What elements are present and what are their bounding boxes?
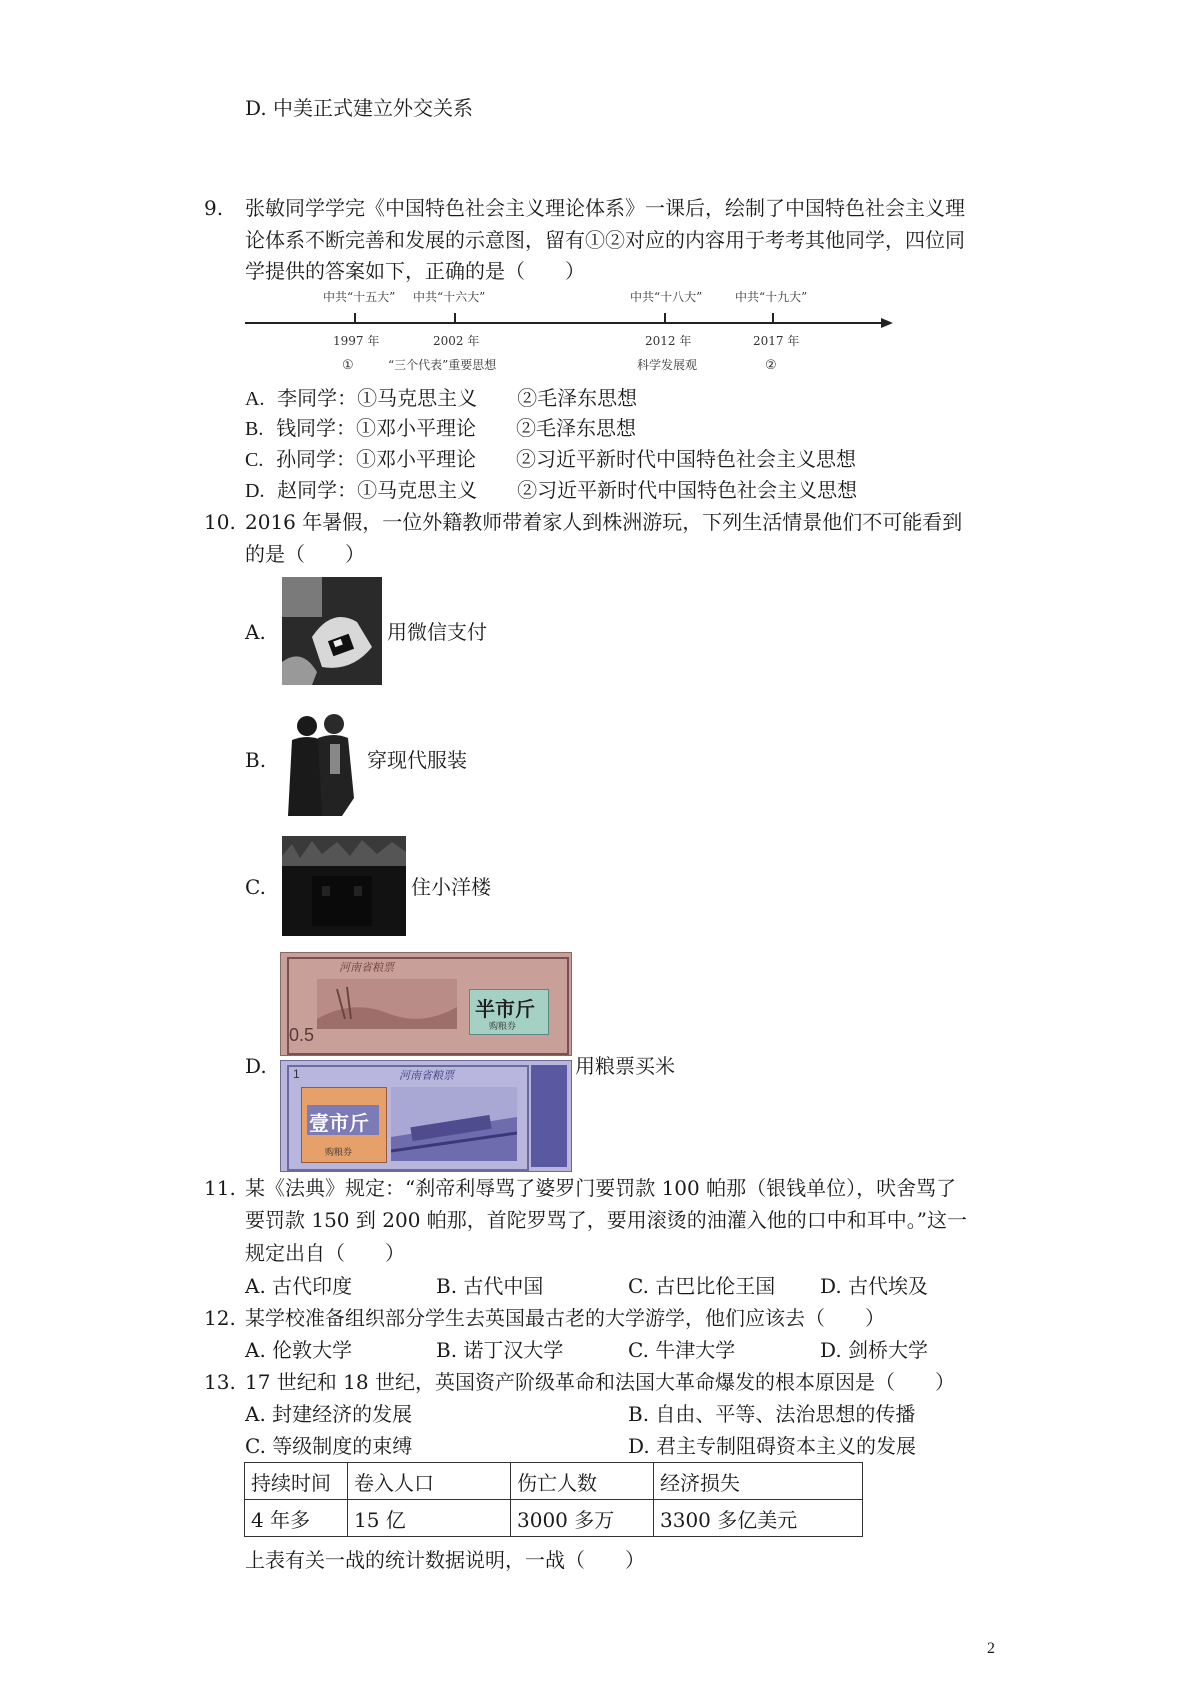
table-cell: 3000 多万	[511, 1500, 654, 1537]
q11-option-c: C. 古巴比伦王国	[628, 1274, 776, 1298]
q11-stem-line-1: 某《法典》规定：“刹帝利辱骂了婆罗门要罚款 100 帕那（银钱单位），吠舍骂了	[245, 1176, 957, 1200]
q10-option-a-label: A.	[245, 620, 266, 644]
q12-option-b: B. 诺丁汉大学	[436, 1338, 564, 1362]
year-2017: 2017 年	[753, 334, 800, 348]
content-three-represents: “三个代表”重要思想	[388, 358, 497, 372]
wechat-pay-photo	[282, 577, 382, 685]
q10-option-d-label: D.	[245, 1054, 267, 1078]
q12-option-d: D. 剑桥大学	[820, 1338, 929, 1362]
ticket-bottom-value: 壹市斤	[309, 1111, 369, 1135]
q12-number: 12.	[204, 1306, 236, 1330]
table-cell: 15 亿	[348, 1500, 511, 1537]
q12-option-a: A. 伦敦大学	[245, 1338, 353, 1362]
table-header-row	[245, 1463, 863, 1500]
ww1-statistics-table	[244, 1462, 863, 1537]
q10-option-c-label: C.	[245, 875, 266, 899]
q9-number: 9.	[204, 196, 224, 220]
congress-16: 中共“十六大”	[413, 290, 486, 304]
page-number: 2	[987, 1640, 995, 1657]
q9-option-c: C. 孙同学：①邓小平理论 ②习近平新时代中国特色社会主义思想	[245, 447, 857, 471]
table-header-cell: 伤亡人数	[511, 1463, 654, 1500]
congress-19: 中共“十九大”	[735, 290, 808, 304]
ticket-top-header: 河南省粮票	[339, 961, 394, 974]
table-header-cell: 经济损失	[654, 1463, 863, 1500]
q9-stem-line-1: 张敏同学学完《中国特色社会主义理论体系》一课后，绘制了中国特色社会主义理	[245, 196, 965, 220]
ticket-top-corner: 0.5	[289, 1025, 315, 1045]
year-2012: 2012 年	[645, 334, 692, 348]
table-cell: 4 年多	[245, 1500, 348, 1537]
q10-stem-line-2: 的是（ ）	[245, 542, 365, 566]
q11-option-a: A. 古代印度	[245, 1274, 353, 1298]
q10-option-a-text: 用微信支付	[387, 620, 487, 644]
year-1997: 1997 年	[333, 334, 380, 348]
ticket-bottom-header: 河南省粮票	[399, 1069, 454, 1082]
table-header-cell: 持续时间	[245, 1463, 348, 1500]
q14-question: 上表有关一战的统计数据说明，一战（ ）	[245, 1548, 645, 1572]
q13-option-c: C. 等级制度的束缚	[245, 1434, 413, 1458]
ticket-bottom-corner: 1	[293, 1067, 300, 1081]
q12-stem: 某学校准备组织部分学生去英国最古老的大学游学，他们应该去（ ）	[245, 1306, 885, 1330]
q12-option-c: C. 牛津大学	[628, 1338, 736, 1362]
ticket-top-value: 半市斤	[475, 997, 535, 1021]
grain-ticket-half-jin	[280, 952, 572, 1056]
content-slot-1: ①	[342, 358, 354, 373]
q13-number: 13.	[204, 1370, 236, 1394]
grain-ticket-one-jin	[280, 1060, 572, 1172]
table-header-cell: 卷入人口	[348, 1463, 511, 1500]
q11-option-d: D. 古代埃及	[820, 1274, 929, 1298]
q10-stem-line-1: 2016 年暑假，一位外籍教师带着家人到株洲游玩，下列生活情景他们不可能看到	[245, 510, 963, 534]
q9-option-b: B. 钱同学：①邓小平理论 ②毛泽东思想	[245, 416, 637, 440]
q9-stem-line-2: 论体系不断完善和发展的示意图，留有①②对应的内容用于考考其他同学，四位同	[245, 228, 965, 252]
congress-15: 中共“十五大”	[323, 290, 396, 304]
q8-option-d: D. 中美正式建立外交关系	[245, 96, 474, 120]
q10-option-b-label: B.	[245, 748, 267, 772]
q9-option-d: D. 赵同学：①马克思主义 ②习近平新时代中国特色社会主义思想	[245, 478, 858, 502]
table-row	[245, 1500, 863, 1537]
content-slot-2: ②	[765, 358, 777, 373]
q10-option-b-text: 穿现代服装	[367, 748, 467, 772]
q10-option-c-text: 住小洋楼	[411, 875, 491, 899]
q10-number: 10.	[204, 510, 236, 534]
q11-stem-line-3: 规定出自（ ）	[245, 1241, 405, 1265]
ticket-top-sub: 购粮券	[489, 1022, 517, 1032]
year-2002: 2002 年	[433, 334, 480, 348]
q11-stem-line-2: 要罚款 150 到 200 帕那，首陀罗骂了，要用滚烫的油灌入他的口中和耳中。”这一	[245, 1208, 968, 1232]
ticket-bottom-sub: 购粮券	[325, 1148, 353, 1158]
q13-stem: 17 世纪和 18 世纪，英国资产阶级革命和法国大革命爆发的根本原因是（ ）	[245, 1370, 955, 1394]
theory-timeline-diagram	[245, 283, 895, 378]
small-villa-photo	[282, 836, 406, 936]
q11-option-b: B. 古代中国	[436, 1274, 544, 1298]
q11-number: 11.	[204, 1176, 236, 1200]
congress-18: 中共“十八大”	[630, 290, 703, 304]
q13-option-d: D. 君主专制阻碍资本主义的发展	[628, 1434, 917, 1458]
q10-option-d-text: 用粮票买米	[575, 1054, 675, 1078]
q13-option-a: A. 封建经济的发展	[245, 1402, 413, 1426]
content-scientific-outlook: 科学发展观	[637, 358, 698, 372]
q13-option-b: B. 自由、平等、法治思想的传播	[628, 1402, 916, 1426]
q9-option-a: A. 李同学：①马克思主义 ②毛泽东思想	[245, 386, 638, 410]
q9-stem-line-3: 学提供的答案如下，正确的是（ ）	[245, 259, 585, 283]
modern-clothing-photo	[282, 708, 362, 816]
table-cell: 3300 多亿美元	[654, 1500, 863, 1537]
